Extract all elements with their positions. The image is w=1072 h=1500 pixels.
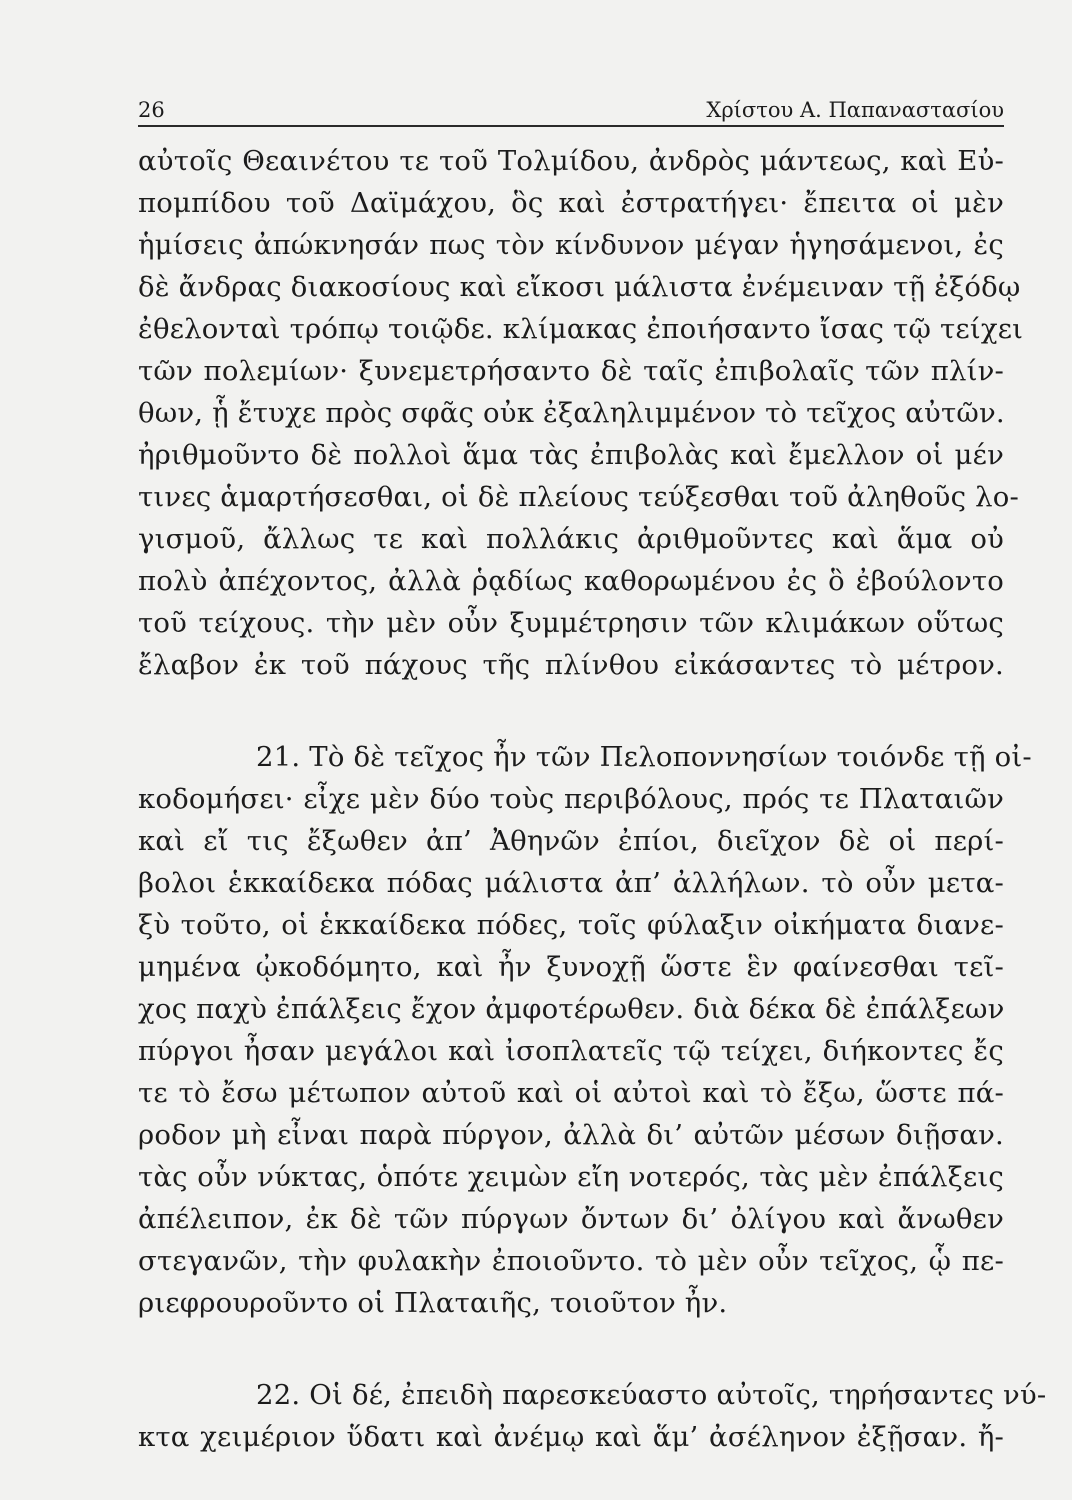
- text-line: τὰς οὖν νύκτας, ὁπότε χειμὼν εἴη νοτερός, τὰς μὲν ἐπάλξεις: [138, 1161, 1004, 1193]
- text-line: ἡμίσεις ἀπώκνησάν πως τὸν κίνδυνον μέγαν ἡγησάμενοι, ἐς: [138, 229, 1004, 261]
- text-line: θων, ᾗ ἔτυχε πρὸς σφᾶς οὐκ ἐξαληλιμμένον τὸ τεῖχος αὐτῶν.: [138, 397, 1005, 429]
- text-line: ἠριθμοῦντο δὲ πολλοὶ ἅμα τὰς ἐπιβολὰς καὶ ἔμελλον οἱ μέν: [138, 439, 1004, 471]
- text-line: πύργοι ἦσαν μεγάλοι καὶ ἰσοπλατεῖς τῷ τείχει, διήκοντες ἔς: [138, 1035, 1004, 1067]
- text-line: ριεφρουροῦντο οἱ Πλαταιῆς, τοιοῦτον ἦν.: [138, 1287, 728, 1319]
- page-number: 26: [138, 98, 165, 122]
- running-header: [138, 82, 1004, 122]
- text-line: ροδον μὴ εἶναι παρὰ πύργον, ἀλλὰ δι’ αὐτῶν μέσων διῇσαν.: [138, 1119, 1004, 1151]
- text-line: τοῦ τείχους. τὴν μὲν οὖν ξυμμέτρησιν τῶν κλιμάκων οὕτως: [138, 607, 1004, 639]
- paragraph-continuation: [138, 140, 1024, 686]
- text-line: πομπίδου τοῦ Δαϊμάχου, ὃς καὶ ἐστρατήγει· ἔπειτα οἱ μὲν: [138, 187, 1004, 219]
- text-line: μημένα ᾠκοδόμητο, καὶ ἦν ξυνοχῇ ὥστε ἓν φαίνεσθαι τεῖ-: [138, 951, 1004, 983]
- text-line: τινες ἁμαρτήσεσθαι, οἱ δὲ πλείους τεύξεσθαι τοῦ ἀληθοῦς λο-: [138, 481, 1019, 513]
- text-line: κοδομήσει· εἶχε μὲν δύο τοὺς περιβόλους, πρός τε Πλαταιῶν: [138, 783, 1004, 815]
- text-line: αὐτοῖς Θεαινέτου τε τοῦ Τολμίδου, ἀνδρὸς μάντεως, καὶ Εὐ-: [138, 145, 1004, 177]
- text-line: τε τὸ ἔσω μέτωπον αὐτοῦ καὶ οἱ αὐτοὶ καὶ τὸ ἔξω, ὥστε πά-: [138, 1077, 1004, 1109]
- text-line: γισμοῦ, ἄλλως τε καὶ πολλάκις ἀριθμοῦντες καὶ ἅμα οὐ: [138, 523, 1004, 555]
- text-line: κτα χειμέριον ὕδατι καὶ ἀνέμῳ καὶ ἅμ’ ἀσέληνον ἐξῇσαν. ἤ-: [138, 1421, 1004, 1453]
- text-line: 21. Τὸ δὲ τεῖχος ἦν τῶν Πελοποννησίων τοιόνδε τῇ οἰ-: [256, 741, 1032, 773]
- text-line: χος παχὺ ἐπάλξεις ἔχον ἀμφοτέρωθεν. διὰ δέκα δὲ ἐπάλξεων: [138, 993, 1005, 1025]
- body-text: [138, 140, 1047, 1458]
- text-line: ἐθελονταὶ τρόπῳ τοιῷδε. κλίμακας ἐποιήσαντο ἴσας τῷ τείχει: [138, 313, 1024, 345]
- paragraph-gap: [138, 1324, 1004, 1374]
- paragraph-gap: [138, 686, 1004, 736]
- text-line: δὲ ἄνδρας διακοσίους καὶ εἴκοσι μάλιστα ἐνέμειναν τῇ ἐξόδῳ: [138, 271, 1021, 303]
- header-rule: [138, 125, 1004, 127]
- text-line: ξὺ τοῦτο, οἱ ἑκκαίδεκα πόδες, τοῖς φύλαξιν οἰκήματα διανε-: [138, 909, 1004, 941]
- paragraph-21: [138, 736, 1032, 1324]
- text-line: βολοι ἑκκαίδεκα πόδας μάλιστα ἀπ’ ἀλλήλων. τὸ οὖν μετα-: [138, 867, 1004, 899]
- text-line: 22. Οἱ δέ, ἐπειδὴ παρεσκεύαστο αὐτοῖς, τηρήσαντες νύ-: [256, 1379, 1047, 1411]
- paragraph-22: [138, 1374, 1047, 1458]
- text-line: ἀπέλειπον, ἐκ δὲ τῶν πύργων ὄντων δι’ ὀλίγου καὶ ἄνωθεν: [138, 1203, 1004, 1235]
- text-line: ἔλαβον ἐκ τοῦ πάχους τῆς πλίνθου εἰκάσαντες τὸ μέτρον.: [138, 649, 1004, 681]
- running-title: Χρίστου Α. Παπαναστασίου: [706, 98, 1004, 122]
- text-line: τῶν πολεμίων· ξυνεμετρήσαντο δὲ ταῖς ἐπιβολαῖς τῶν πλίν-: [138, 355, 1004, 387]
- text-line: πολὺ ἀπέχοντος, ἀλλὰ ῥᾳδίως καθορωμένου ἐς ὃ ἐβούλοντο: [138, 565, 1004, 597]
- text-line: στεγανῶν, τὴν φυλακὴν ἐποιοῦντο. τὸ μὲν οὖν τεῖχος, ᾧ πε-: [138, 1245, 1004, 1277]
- text-line: καὶ εἴ τις ἔξωθεν ἀπ’ Ἀθηνῶν ἐπίοι, διεῖχον δὲ οἱ περί-: [138, 825, 1004, 857]
